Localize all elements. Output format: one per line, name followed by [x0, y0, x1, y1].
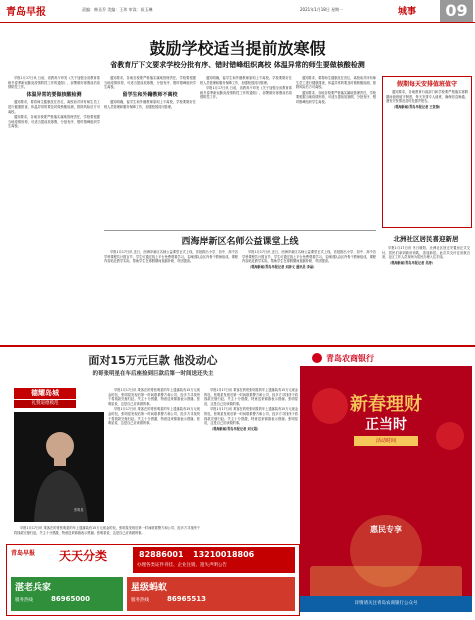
page-header	[0, 0, 475, 23]
right-paragraph: 早报1月17日讯 冬日暖阳，北洲社区回迁安置房正式交付，居民们拿到新房钥匙，喜迎新居。此次共交付住房数百套，社区工作人员现场为居民办理入住手续。	[382, 246, 470, 260]
lead-paragraph: 通知明确，留学生和外籍教师原则上不离校，学校要做好在校人员管理和服务保障工作，加强校园封闭管理。	[200, 76, 292, 85]
feature-column-3	[14, 526, 200, 540]
page-number: 09	[440, 0, 473, 22]
bank-header	[300, 350, 472, 366]
phone-number-1: 82886001	[139, 550, 184, 559]
middle-column-1	[104, 250, 238, 342]
feature-column-2	[204, 388, 298, 524]
shop-phone-1: 86965000	[51, 595, 90, 603]
lead-column-4	[296, 76, 376, 226]
phone-number-2: 13210018806	[193, 550, 255, 559]
shop-name-1: 湛老兵家	[15, 583, 52, 593]
section-name: 城事	[398, 7, 417, 17]
sidebar-duty-body	[383, 90, 471, 109]
bank-logo-icon	[312, 353, 322, 363]
classified-services: 办理各类证件刊挂、企业注销，遗失声明公告	[137, 563, 227, 568]
lead-subhead-2: 留学生和外籍教师不离校	[122, 91, 178, 98]
shop-phone-2: 86965513	[167, 595, 206, 603]
ad-brand-strip: 详情请关注青岛农商银行公众号	[300, 596, 472, 612]
feature-paragraph: 早报1月17日讯 乘客在的哥张明星的车上遗落装有15万元现金的包，张明星发现后第一时间联系警方和公司，经多方寻找终于将钱款完璧归赵。失主十分感激，特意送来锦旗表示感谢。张明星说，这是自己应该做的事。	[108, 407, 200, 426]
feature-column-1	[108, 388, 200, 524]
lead-paragraph: 通知明确，留学生和外籍教师原则上不离校，学校要做好在校人员管理和服务保障工作，加强校园封闭管理。	[104, 100, 196, 109]
badge-secondary: 礼赞道德模范	[14, 400, 76, 408]
right-column	[382, 246, 470, 342]
lead-paragraph: 通知要求，各地各校要严格落实属地管理责任，学校要根据当地疫情形势，可适当提前放寒假，分批有序、错时错峰组织学生离校。	[296, 90, 376, 104]
sidebar-duty-title: 假期每天安排值班值守	[396, 81, 457, 88]
ad-promo: 惠民专享	[370, 525, 402, 534]
lead-paragraph: 通知要求，各地各校要严格落实属地管理责任，学校要根据当地疫情形势，可适当提前放寒假，分批有序、错时错峰组织学生离校。	[104, 76, 196, 90]
classifieds-title: 天天分类	[59, 549, 108, 563]
feature-paragraph: 早报1月17日讯 乘客在的哥张明星的车上遗落装有15万元现金的包，张明星发现后第一时间联系警方和公司，经多方寻找终于将钱款完璧归赵。失主十分感激，特意送来锦旗表示感谢。张明星说，这是自己应该做的事。	[108, 388, 200, 406]
ad-title: 新春理财	[350, 394, 422, 415]
lead-column-2	[104, 76, 196, 226]
section-divider	[0, 345, 475, 347]
lead-paragraph: 通知要求，要将师生健康放在首位，离校前对所有师生员工进行健康排查，体温异常的要及时做核酸检测，排除风险后方可离校。	[296, 76, 376, 90]
sidebar-duty-credit: （观海新闻/青岛早报记者 王世锋）	[392, 104, 443, 109]
feature-paragraph: 早报1月17日讯 乘客在的哥张明星的车上遗落装有15万元现金的包，张明星发现后第一时间联系警方和公司，经多方寻找终于将钱款完璧归赵。失主十分感激，特意送来锦旗表示感谢。张明星说，这是自己应该做的事。	[14, 526, 200, 535]
divider	[104, 230, 376, 231]
lead-paragraph: 通知要求，要将师生健康放在首位，离校前对所有师生员工进行健康排查，体温异常的要及时做核酸检测，排除风险后方可离校。	[8, 100, 100, 114]
feature-paragraph: 早报1月17日讯 乘客在的哥张明星的车上遗落装有15万元现金的包，张明星发现后第一时间联系警方和公司，经多方寻找终于将钱款完璧归赵。失主十分感激，特意送来锦旗表示感谢。张明星说，这是自己应该做的事。	[204, 407, 298, 426]
middle-headline: 西海岸新区名师公益课堂上线	[181, 237, 299, 247]
middle-paragraph: 早报1月17日讯 近日，西海岸新区名师公益课堂正式上线，首批推出小学、初中、高中各学科课程共计数百节，学生可通过线上平台免费观看学习。名师团队由区内骨干教师组成，课程内容贴近教学实际，帮助学生在寒假期间查漏补缺、巩固提高。	[242, 250, 376, 264]
lead-column-3	[200, 76, 292, 226]
lead-paragraph: 早报1月17日讯 日前，省教育厅印发《关于加强全省教育系统冬春季新冠肺炎疫情防控工作的通知》，部署做好寒假前后疫情防控工作。	[200, 86, 292, 100]
classifieds-logo: 青岛早报	[11, 550, 36, 557]
editor-credits: 责编：韩圣乔 美编：王玮 审读：侯玉琳	[82, 7, 153, 12]
ad-subtitle: 正当时	[365, 417, 407, 433]
ad-period-label: 活动时间	[354, 436, 418, 446]
lead-paragraph: 早报1月17日讯 日前，省教育厅印发《关于加强全省教育系统冬春季新冠肺炎疫情防控工作的通知》，部署做好寒假前后疫情防控工作。	[8, 76, 100, 90]
feature-headline: 面对15万元巨款 他没动心	[88, 354, 218, 367]
hotline-label-2: 服务热线	[131, 598, 149, 603]
lead-headline: 鼓励学校适当提前放寒假	[149, 39, 326, 58]
lead-column-1	[8, 76, 100, 344]
hotline-label-1: 服务热线	[15, 598, 33, 603]
shop-ad-2	[127, 577, 295, 611]
lead-paragraph: 通知要求，各地各校要严格落实属地管理责任，学校要根据当地疫情形势，可适当提前放寒假，分批有序、错时错峰组织学生离校。	[8, 115, 100, 129]
lead-subhead-1: 体温异常的要做核酸检测	[26, 91, 82, 98]
middle-credit: （观海新闻/青岛早报记者 刘彦文 通讯员 李晶）	[248, 264, 317, 269]
sidebar-duty-text: 通知要求，各地教育行政部门和学校要严格落实寒假期间值班值守制度，每天安排专人值班，确保信息畅通，遇有突发情况及时处置并报告。	[386, 90, 468, 104]
badge-primary: 德耀岛城	[14, 388, 76, 399]
feature-credit: （观海新闻/青岛早报记者 刘文超）	[210, 426, 261, 431]
bank-name: 青岛农商银行	[326, 354, 374, 363]
classifieds-phone-box	[133, 547, 295, 573]
classifieds-ad	[6, 544, 300, 616]
portrait-photo	[14, 412, 104, 522]
right-credit: （观海新闻/青岛早报记者 吴涛）	[388, 260, 435, 265]
shop-ad-1	[11, 577, 123, 611]
feature-subheadline: 的哥张明星在车后座捡到巨款后第一时间送还失主	[92, 371, 214, 377]
middle-column-2	[242, 250, 376, 342]
bank-advertisement[interactable]	[300, 350, 472, 612]
shop-name-2: 星级蚂蚁	[131, 583, 168, 593]
feature-paragraph: 早报1月17日讯 乘客在的哥张明星的车上遗落装有15万元现金的包，张明星发现后第一时间联系警方和公司，经多方寻找终于将钱款完璧归赵。失主十分感激，特意送来锦旗表示感谢。张明星说，这是自己应该做的事。	[204, 388, 298, 406]
sidebar-duty-box	[382, 76, 472, 228]
right-headline: 北洲社区居民喜迎新居	[393, 235, 459, 243]
lead-subheadline: 省教育厅下文要求学校分批有序、错时错峰组织离校 体温异常的师生要做核酸检测	[110, 61, 365, 69]
middle-paragraph: 早报1月17日讯 近日，西海岸新区名师公益课堂正式上线，首批推出小学、初中、高中各学科课程共计数百节，学生可通过线上平台免费观看学习。名师团队由区内骨干教师组成，课程内容贴近教学实际，帮助学生在寒假期间查漏补缺、巩固提高。	[104, 250, 238, 264]
issue-date: 2021年1月18日 星期一	[300, 7, 344, 12]
newspaper-logo: 青岛早报	[6, 7, 46, 18]
photo-caption: 张明星	[74, 508, 84, 512]
